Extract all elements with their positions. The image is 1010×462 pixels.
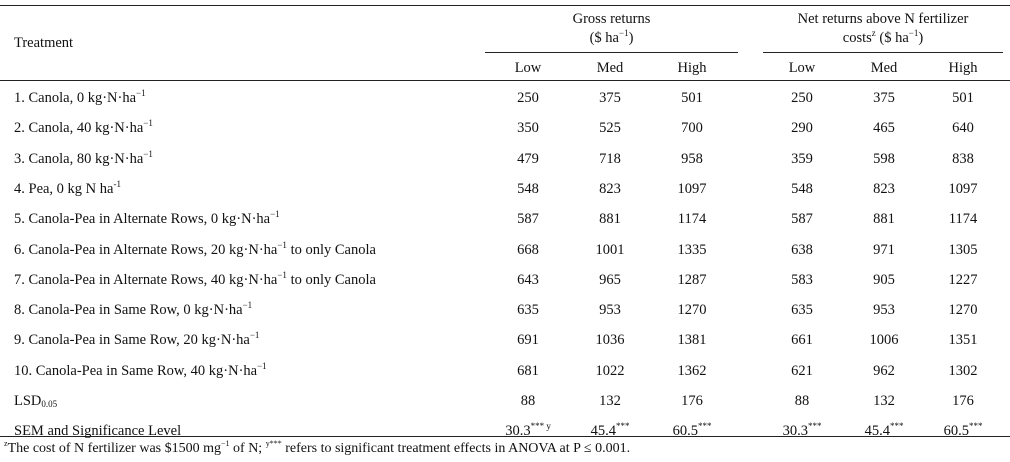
gross-returns-title: Gross returns <box>572 11 651 27</box>
table-cell: 635 <box>517 302 539 319</box>
table-cell: 1270 <box>948 302 978 319</box>
net-returns-unit: costs$^z$ ($ $ha^{-1}$) <box>842 28 924 46</box>
table-cell: 1287 <box>677 271 707 288</box>
table-cell: 1006 <box>869 332 899 349</box>
column-header-low: Low <box>788 60 816 76</box>
treatment-header: Treatment <box>14 35 74 51</box>
column-header-high: High <box>948 60 978 76</box>
table-cell: 691 <box>517 332 539 349</box>
table-cell: 643 <box>517 271 539 288</box>
table-cell: 1001 <box>595 241 625 258</box>
table-cell: 1174 <box>948 211 978 228</box>
table-cell: 1302 <box>948 362 978 379</box>
table-cell: 881 <box>599 211 621 228</box>
table-cell: 1097 <box>677 180 707 197</box>
sem-value: 45.4*** <box>590 421 630 440</box>
table-cell: 1227 <box>948 271 978 288</box>
treatment-label: 2. Canola, 40 $kg\cdot N\cdot ha^{-1}$ <box>14 118 153 137</box>
table-cell: 718 <box>599 150 621 167</box>
table-cell: 465 <box>873 120 895 137</box>
column-header-low: Low <box>514 60 542 76</box>
treatment-label: 4. Pea, 0 kg N $ha^{-1}$ <box>14 178 121 197</box>
table-cell: 905 <box>873 271 895 288</box>
table-cell: 548 <box>517 180 539 197</box>
treatment-label: 3. Canola, 80 $kg\cdot N\cdot ha^{-1}$ <box>14 148 153 167</box>
table-cell: 823 <box>873 180 895 197</box>
sem-value: 60.5*** <box>672 421 712 440</box>
sem-value: 60.5*** <box>943 421 983 440</box>
table-cell: 881 <box>873 211 895 228</box>
table-cell: 583 <box>791 271 813 288</box>
table-cell: 479 <box>517 150 539 167</box>
column-header-high: High <box>677 60 707 76</box>
table-cell: 668 <box>517 241 539 258</box>
table-cell: 359 <box>791 150 813 167</box>
table-cell: 1270 <box>677 302 707 319</box>
header-rule <box>0 80 1010 81</box>
lsd-value: 132 <box>873 393 895 409</box>
treatment-label: 6. Canola-Pea in Alternate Rows, 20 $kg\cdot N\cdot ha^{-1}$ to only Canola <box>14 239 376 258</box>
table-cell: 375 <box>873 90 895 106</box>
column-header-med: Med <box>870 60 898 76</box>
table-cell: 635 <box>791 302 813 319</box>
table-cell: 971 <box>873 241 895 258</box>
treatment-label: 9. Canola-Pea in Same Row, 20 $kg\cdot N\cdot ha^{-1}$ <box>14 330 260 349</box>
table-cell: 1022 <box>595 362 625 379</box>
net-group-rule <box>763 52 1003 53</box>
lsd-value: 88 <box>794 393 810 409</box>
lsd-value: 176 <box>952 393 974 409</box>
net-returns-title: Net returns above N fertilizer <box>797 11 969 27</box>
table-cell: 958 <box>681 150 703 167</box>
sem-label: SEM and Significance Level <box>14 423 182 440</box>
table-cell: 953 <box>873 302 895 319</box>
table-cell: 638 <box>791 241 813 258</box>
gross-returns-unit: ($ $ha^{-1}$) <box>589 28 634 46</box>
lsd-label: $LSD_{0.05}$ <box>14 393 58 409</box>
table-cell: 548 <box>791 180 813 197</box>
gross-returns-header <box>485 10 738 48</box>
table-cell: 1351 <box>948 332 978 349</box>
sem-value: 30.3$^{*** y}$ <box>505 421 551 440</box>
sem-value: 30.3*** <box>782 421 822 440</box>
table-cell: 1097 <box>948 180 978 197</box>
table-cell: 1305 <box>948 241 978 258</box>
table-cell: 953 <box>599 302 621 319</box>
table-cell: 290 <box>791 120 813 137</box>
table-cell: 501 <box>952 90 974 106</box>
net-returns-header <box>763 10 1003 48</box>
table-cell: 661 <box>791 332 813 349</box>
treatment-label: 7. Canola-Pea in Alternate Rows, 40 $kg\cdot N\cdot ha^{-1}$ to only Canola <box>14 269 376 288</box>
column-header-med: Med <box>596 60 624 76</box>
table-cell: 1362 <box>677 362 707 379</box>
table-cell: 1174 <box>677 211 707 228</box>
table-cell: 1381 <box>677 332 707 349</box>
table-cell: 250 <box>517 90 539 106</box>
table-cell: 598 <box>873 150 895 167</box>
top-rule <box>0 5 1010 6</box>
treatment-label: 8. Canola-Pea in Same Row, 0 $kg\cdot N\cdot ha^{-1}$ <box>14 300 253 319</box>
treatment-label: 10. Canola-Pea in Same Row, 40 $kg\cdot N\cdot ha^{-1}$ <box>14 360 267 379</box>
table-cell: 640 <box>952 120 974 137</box>
table-cell: 823 <box>599 180 621 197</box>
table-cell: 838 <box>952 150 974 167</box>
table-cell: 250 <box>791 90 813 106</box>
lsd-value: 88 <box>520 393 536 409</box>
table-cell: 501 <box>681 90 703 106</box>
table-cell: 681 <box>517 362 539 379</box>
table-cell: 1036 <box>595 332 625 349</box>
lsd-value: 176 <box>681 393 703 409</box>
table-cell: 587 <box>791 211 813 228</box>
table-footnote: $^z$The cost of N fertilizer was $1500 $mg^{-1}$ of N; $^{y***}$ refers to significant treatment effects in ANOVA at P ≤ 0.001. <box>4 439 631 456</box>
table-cell: 350 <box>517 120 539 137</box>
table-cell: 621 <box>791 362 813 379</box>
table-cell: 965 <box>599 271 621 288</box>
table-cell: 587 <box>517 211 539 228</box>
lsd-value: 132 <box>599 393 621 409</box>
table-cell: 1335 <box>677 241 707 258</box>
table-cell: 525 <box>599 120 621 137</box>
treatment-label: 5. Canola-Pea in Alternate Rows, 0 $kg\cdot N\cdot ha^{-1}$ <box>14 209 280 228</box>
table-cell: 700 <box>681 120 703 137</box>
table-cell: 962 <box>873 362 895 379</box>
table-cell: 375 <box>599 90 621 106</box>
treatment-label: 1. Canola, 0 $kg\cdot N\cdot ha^{-1}$ <box>14 88 146 106</box>
gross-group-rule <box>485 52 738 53</box>
sem-value: 45.4*** <box>864 421 904 440</box>
